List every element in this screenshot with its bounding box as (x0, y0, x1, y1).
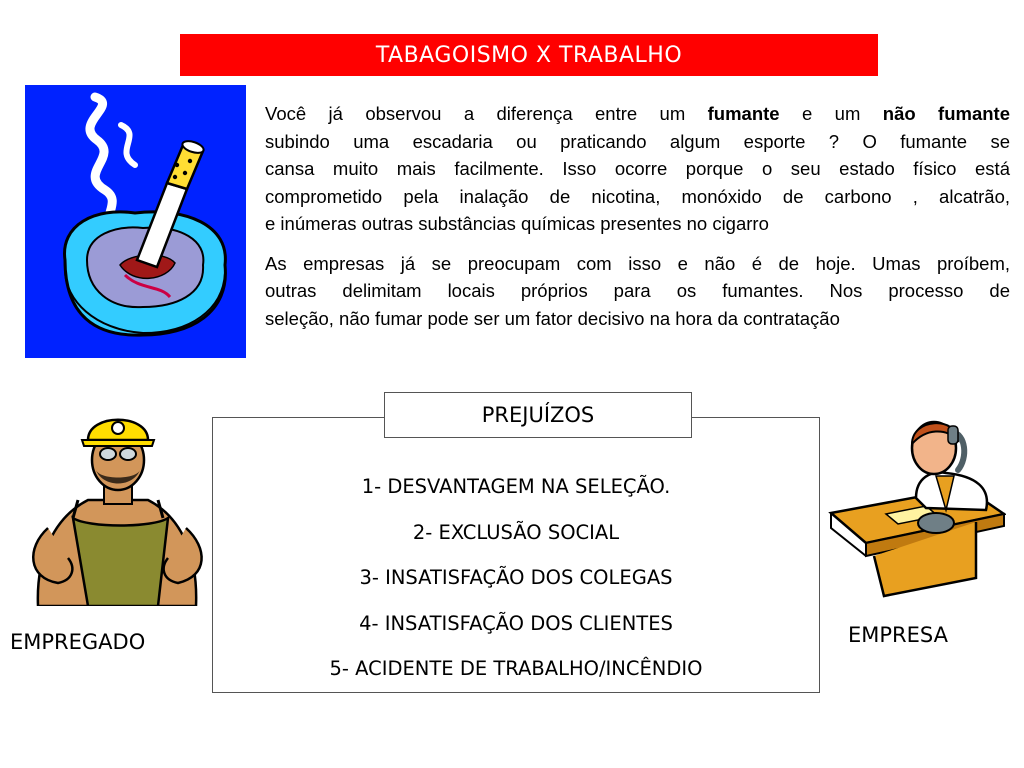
intro-p1-line2: subindo uma escadaria ou praticando algum esporte ? O fumante se (265, 130, 1010, 152)
intro-p2-line3: seleção, não fumar pode ser um fator decisivo na hora da contratação (265, 307, 840, 329)
ashtray-cigarette-illustration (25, 85, 246, 358)
intro-p1-line1c: e um (779, 103, 883, 124)
intro-p1-line4: comprometido pela inalação de nicotina, monóxido de carbono , alcatrão, (265, 185, 1010, 207)
harms-list (212, 464, 820, 692)
employee-caption: EMPREGADO (10, 630, 146, 654)
company-caption: EMPRESA (848, 623, 948, 647)
harms-title: PREJUÍZOS (384, 392, 692, 438)
list-item: 3- INSATISFAÇÃO DOS COLEGAS (359, 566, 673, 589)
intro-p1-line3: cansa muito mais facilmente. Isso ocorre porque o seu estado físico está (265, 158, 1010, 179)
list-item: 1- DESVANTAGEM NA SELEÇÃO. (361, 475, 671, 498)
list-item: 5- ACIDENTE DE TRABALHO/INCÊNDIO (329, 657, 703, 680)
list-item: 4- INSATISFAÇÃO DOS CLIENTES (359, 611, 673, 635)
intro-p1-line1a: Você já observou a diferença entre um (265, 103, 708, 124)
list-item: 2- EXCLUSÃO SOCIAL (412, 520, 620, 544)
intro-p1-smoker: fumante (707, 103, 780, 124)
businessman-phone-illustration (826, 418, 1006, 598)
intro-paragraph-1 (265, 100, 1010, 238)
construction-worker-illustration (18, 408, 216, 606)
intro-p2-line1: As empresas já se preocupam com isso e não é de hoje. Umas proíbem, (265, 252, 1010, 274)
intro-p1-non-smoker: não fumante (882, 103, 1010, 124)
page-title: TABAGOISMO X TRABALHO (375, 42, 683, 68)
title-banner (180, 34, 878, 76)
intro-p2-line2: outras delimitam locais próprios para os fumantes. Nos processo de (265, 280, 1010, 301)
intro-text (265, 100, 1010, 332)
intro-paragraph-2 (265, 250, 1010, 333)
intro-p1-line5: e inúmeras outras substâncias químicas presentes no cigarro (265, 213, 769, 234)
